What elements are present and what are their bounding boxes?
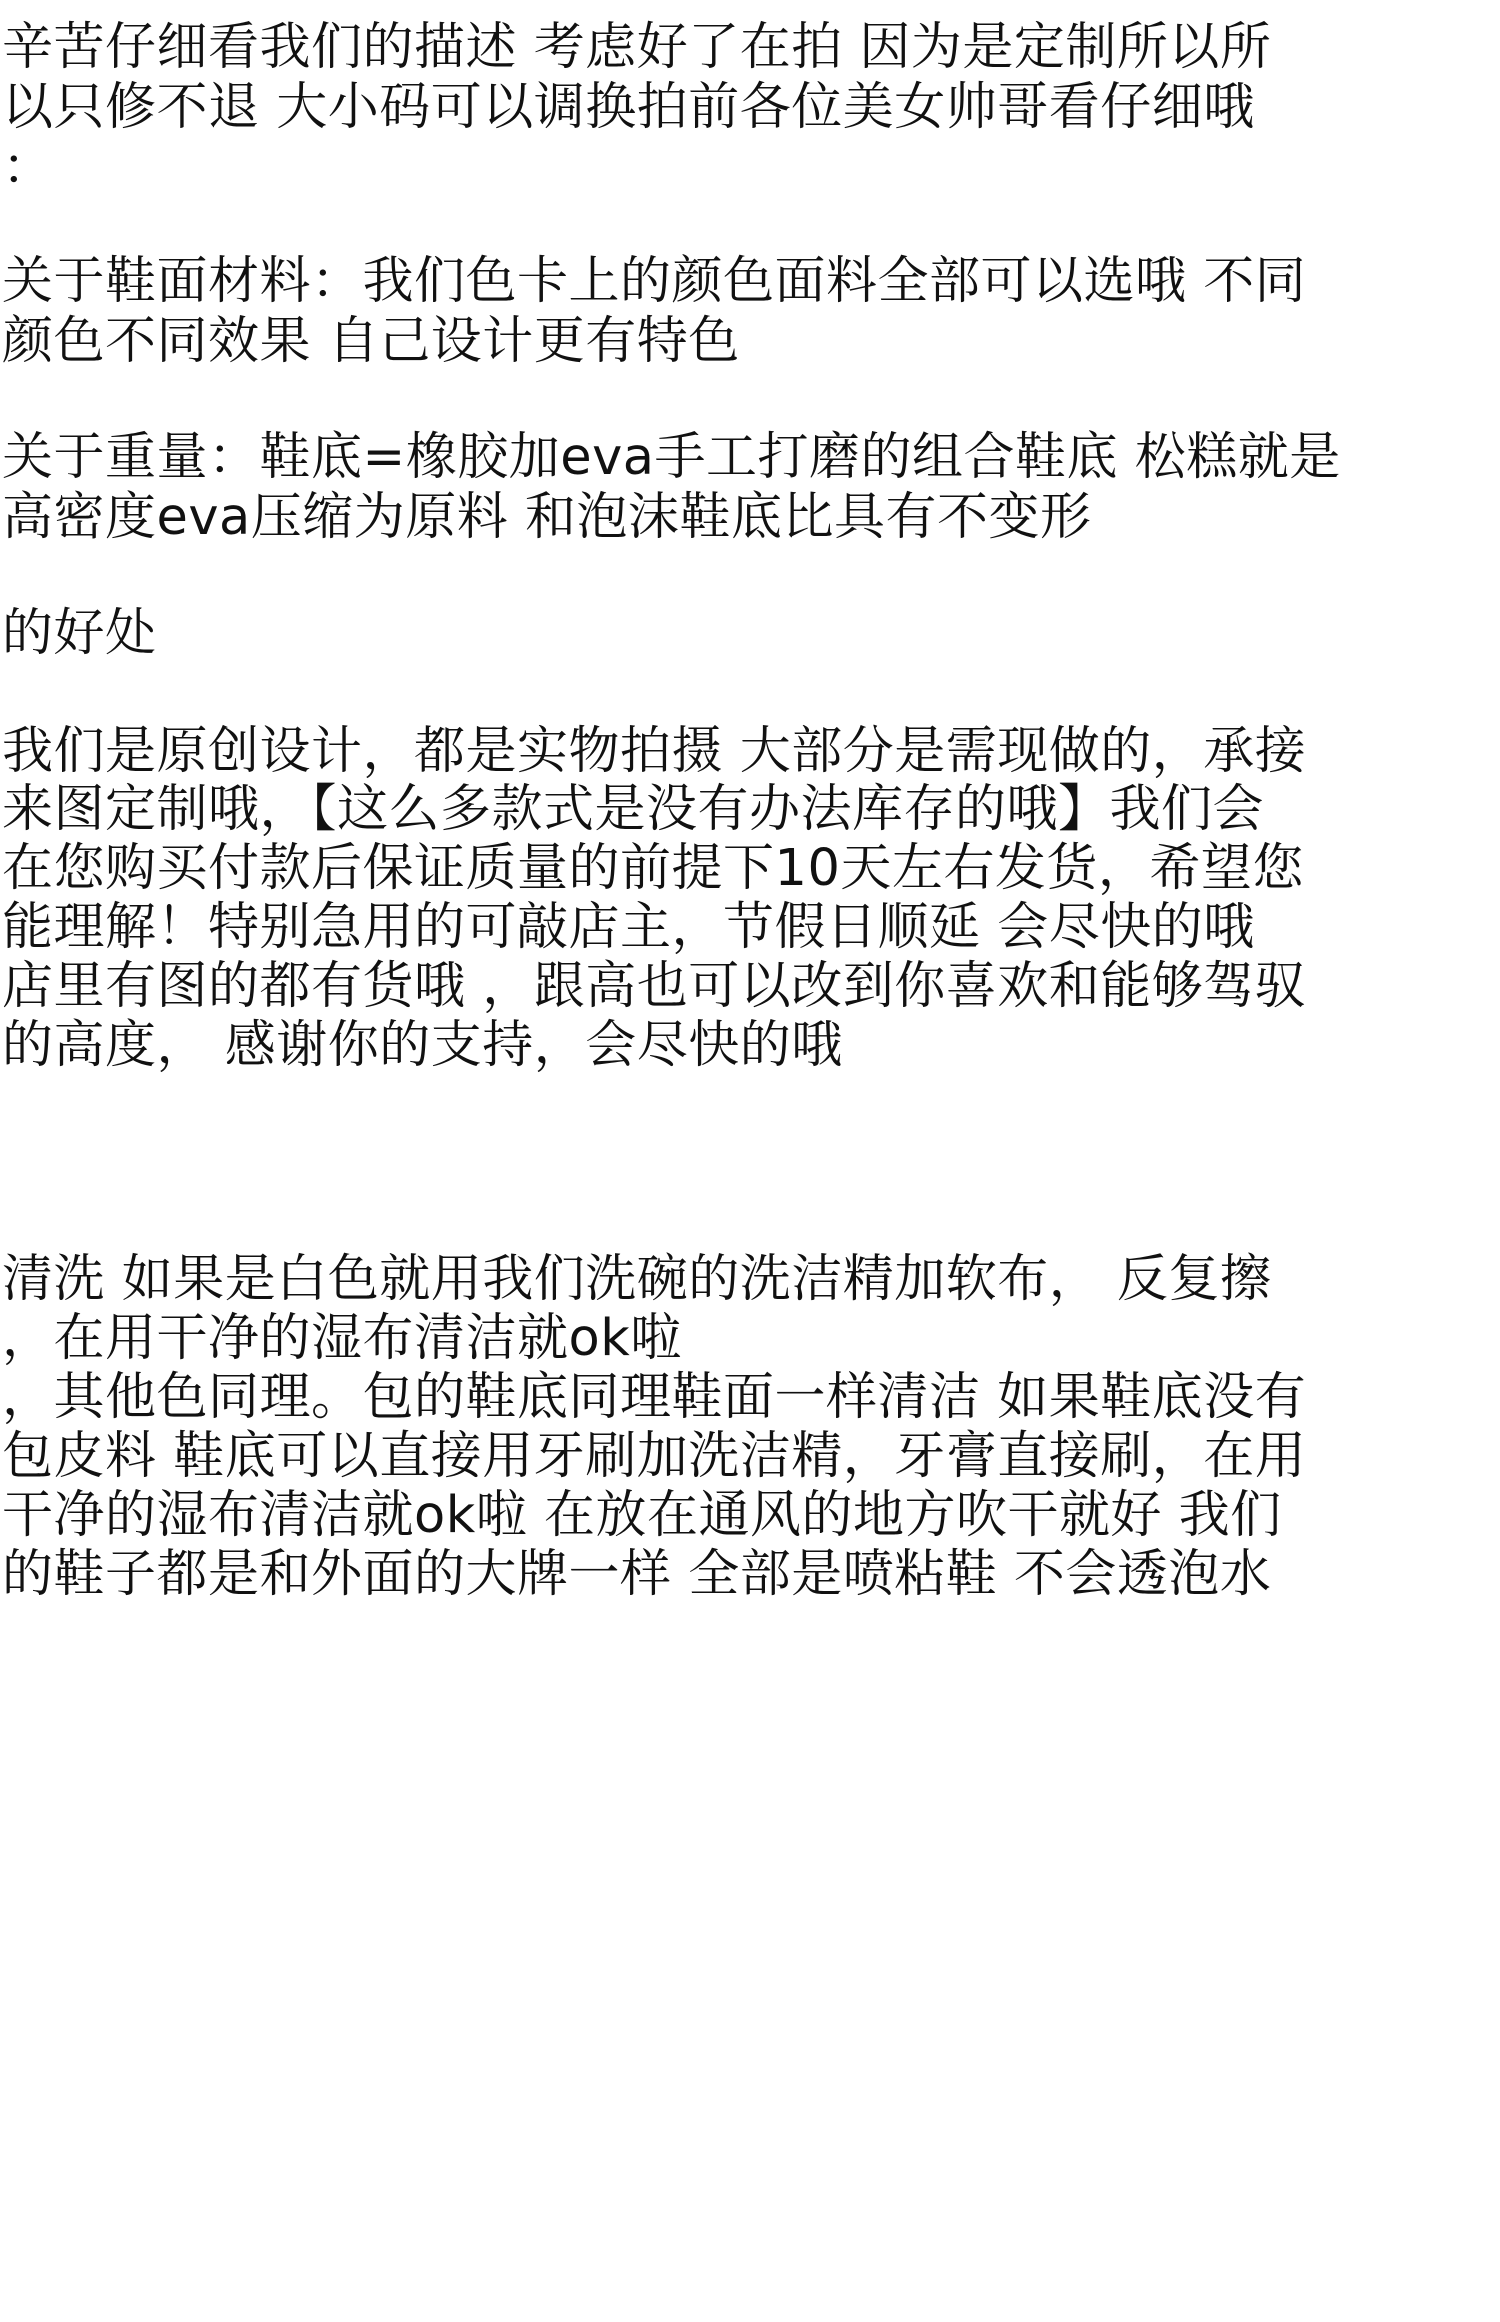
text-line: 颜色不同效果 自己设计更有特色 bbox=[2, 312, 740, 371]
text-line: 来图定制哦，【这么多款式是没有办法库存的哦】我们会 bbox=[2, 780, 1265, 839]
text-line: ： bbox=[2, 138, 54, 197]
text-line: 的高度， 感谢你的支持，会尽快的哦 bbox=[2, 1016, 843, 1075]
text-line: 高密度eva压缩为原料 和泡沫鞋底比具有不变形 bbox=[2, 488, 1092, 547]
text-line: 包皮料 鞋底可以直接用牙刷加洗洁精，牙膏直接刷，在用 bbox=[2, 1427, 1307, 1486]
text-line: 在您购买付款后保证质量的前提下10天左右发货，希望您 bbox=[2, 839, 1304, 898]
text-line: 关于鞋面材料：我们色卡上的颜色面料全部可以选哦 不同 bbox=[2, 252, 1307, 311]
text-line: ，在用干净的湿布清洁就ok啦 bbox=[2, 1309, 682, 1368]
text-line: 辛苦仔细看我们的描述 考虑好了在拍 因为是定制所以所 bbox=[2, 18, 1272, 77]
text-line: 店里有图的都有货哦 ，跟高也可以改到你喜欢和能够驾驭 bbox=[2, 957, 1307, 1016]
text-line: 关于重量：鞋底=橡胶加eva手工打磨的组合鞋底 松糕就是 bbox=[2, 428, 1341, 487]
text-line: 的好处 bbox=[2, 604, 157, 663]
text-line: 的鞋子都是和外面的大牌一样 全部是喷粘鞋 不会透泡水 bbox=[2, 1545, 1272, 1604]
text-line: 我们是原创设计，都是实物拍摄 大部分是需现做的，承接 bbox=[2, 722, 1307, 781]
text-line: ，其他色同理。包的鞋底同理鞋面一样清洁 如果鞋底没有 bbox=[2, 1368, 1307, 1427]
text-line: 以只修不退 大小码可以调换拍前各位美女帅哥看仔细哦 bbox=[2, 78, 1255, 137]
text-line: 能理解！特别急用的可敲店主，节假日顺延 会尽快的哦 bbox=[2, 898, 1255, 957]
text-line: 干净的湿布清洁就ok啦 在放在通风的地方吹干就好 我们 bbox=[2, 1486, 1282, 1545]
text-line: 清洗 如果是白色就用我们洗碗的洗洁精加软布， 反复擦 bbox=[2, 1250, 1272, 1309]
